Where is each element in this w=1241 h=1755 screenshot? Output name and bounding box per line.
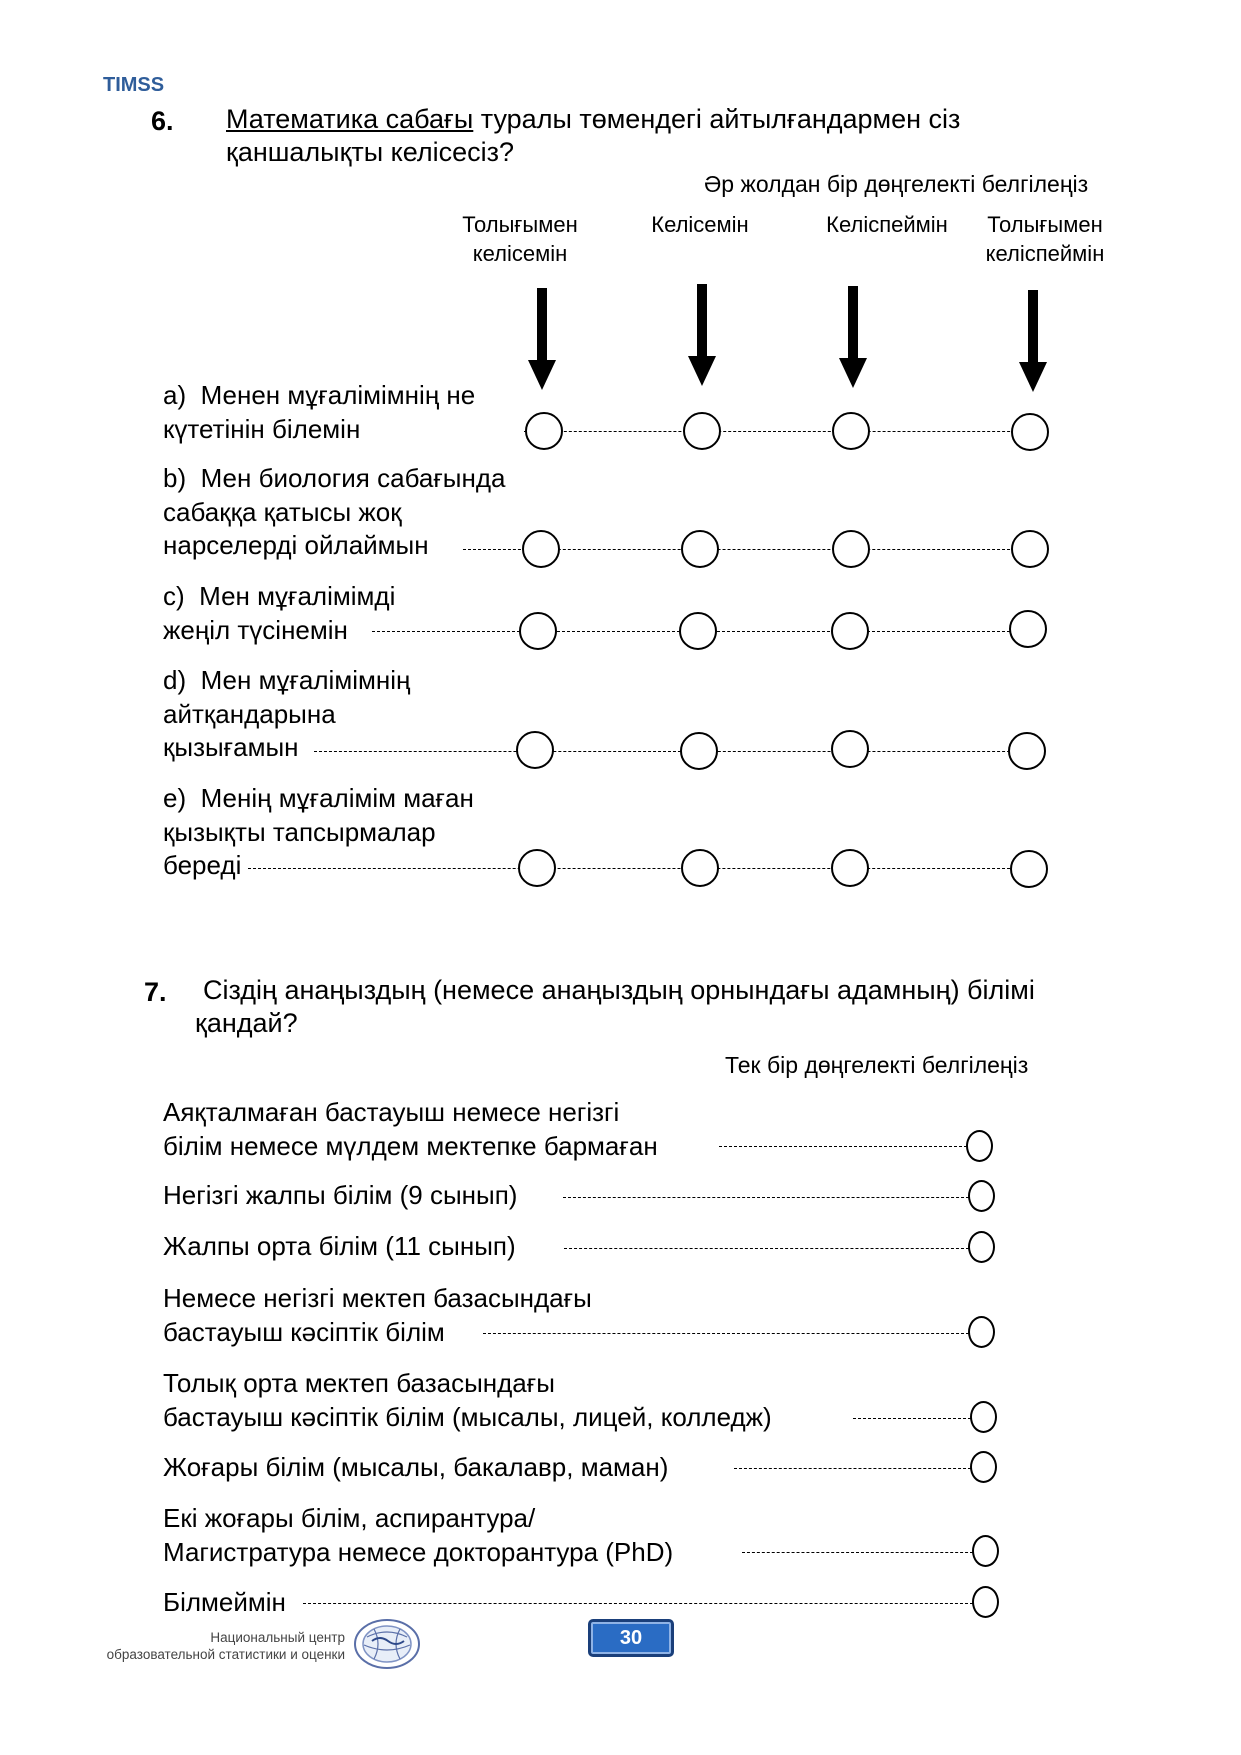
radio-circle[interactable] [1011, 530, 1049, 568]
list-item [163, 1367, 772, 1434]
dotted-leader [303, 1603, 973, 1604]
dotted-leader [248, 868, 1030, 869]
radio-circle[interactable] [970, 1451, 997, 1483]
list-item-line: береді [163, 850, 242, 880]
list-item [163, 580, 395, 647]
arrow-down-icon [686, 284, 718, 388]
list-item-line: айтқандарына [163, 698, 336, 729]
radio-circle[interactable] [525, 412, 563, 450]
list-item-line: Жалпы орта білім (11 сынып) [163, 1231, 516, 1261]
question-7-instruction: Тек бір дөңгелекті белгілеңіз [725, 1052, 1029, 1078]
radio-circle[interactable] [683, 412, 721, 450]
dotted-leader [564, 1248, 969, 1249]
list-item-line: Аяқталмаған бастауыш немесе негізгі [163, 1097, 620, 1127]
arrow-down-icon [837, 286, 869, 390]
organization-name-line: Национальный центр [210, 1630, 345, 1645]
column-header-line: Келісемін [651, 212, 749, 237]
organization-name-line: образовательной статистики и оценки [106, 1647, 345, 1662]
radio-circle[interactable] [680, 732, 718, 770]
dotted-leader [314, 751, 1030, 752]
column-header-line: Толығымен [987, 212, 1103, 237]
arrow-down-icon [1017, 290, 1049, 394]
radio-circle[interactable] [831, 849, 869, 887]
list-item-line: Екі жоғары білім, аспирантура/ [163, 1503, 536, 1533]
list-item-line: d) Мен мұғалімімнің [163, 665, 411, 695]
list-item [163, 664, 410, 765]
question-6-title-rest: туралы төмендегі айтылғандармен сіз [473, 104, 961, 134]
column-header-disagree [807, 210, 967, 239]
radio-circle[interactable] [972, 1586, 999, 1618]
column-header-line: келіспеймін [985, 241, 1105, 266]
list-item [163, 1451, 668, 1485]
organization-name [100, 1629, 345, 1663]
question-7-number: 7. [144, 977, 167, 1007]
list-item [163, 1179, 517, 1213]
brand-label: TIMSS [103, 74, 165, 96]
column-header-strongly-agree [445, 210, 595, 268]
column-header-agree [620, 210, 780, 239]
question-6-instruction: Әр жолдан бір дөңгелекті белгілеңіз [704, 171, 1089, 197]
list-item [163, 1502, 673, 1569]
list-item-line: бастауыш кәсіптік білім [163, 1316, 445, 1347]
question-7-title [195, 974, 1035, 1040]
radio-circle[interactable] [832, 412, 870, 450]
radio-circle[interactable] [679, 612, 717, 650]
list-item-line: жеңіл түсінемін [163, 614, 348, 645]
list-item-line: Толық орта мектеп базасындағы [163, 1368, 555, 1398]
dotted-leader [524, 431, 1030, 432]
radio-circle[interactable] [519, 612, 557, 650]
arrow-down-icon [526, 288, 558, 392]
dotted-leader [742, 1552, 973, 1553]
radio-circle[interactable] [968, 1316, 995, 1348]
list-item-line: күтетінін білемін [163, 413, 361, 444]
radio-circle[interactable] [516, 731, 554, 769]
radio-circle[interactable] [1010, 850, 1048, 888]
list-item-line: қызықты тапсырмалар [163, 816, 436, 847]
radio-circle[interactable] [1009, 610, 1047, 648]
radio-circle[interactable] [518, 849, 556, 887]
radio-circle[interactable] [968, 1180, 995, 1212]
column-header-line: келісемін [472, 241, 568, 266]
list-item-line: бастауыш кәсіптік білім (мысалы, лицей, колледж) [163, 1401, 772, 1432]
list-item [163, 1096, 658, 1163]
dotted-leader [853, 1418, 971, 1419]
dotted-leader [563, 1197, 969, 1198]
list-item-line: e) Менің мұғалімім маған [163, 783, 474, 813]
list-item-line: сабаққа қатысы жоқ [163, 496, 402, 527]
dotted-leader [719, 1146, 967, 1147]
question-6-title [226, 103, 960, 169]
radio-circle[interactable] [831, 730, 869, 768]
question-7-title-line1: Сіздің анаңыздың (немесе анаңыздың орнындағы адамның) білімі [203, 975, 1035, 1005]
question-6-number: 6. [151, 106, 174, 136]
list-item [163, 1230, 516, 1264]
radio-circle[interactable] [522, 530, 560, 568]
list-item [163, 379, 475, 446]
radio-circle[interactable] [832, 530, 870, 568]
radio-circle[interactable] [1011, 413, 1049, 451]
radio-circle[interactable] [1008, 732, 1046, 770]
list-item-line: Магистратура немесе докторантура (PhD) [163, 1536, 674, 1567]
question-6-title-line2: қаншалықты келісесіз? [226, 137, 515, 167]
list-item-line: b) Мен биология сабағында [163, 463, 506, 493]
question-7-title-line2: қандай? [195, 1008, 298, 1038]
list-item-line: a) Менен мұғалімімнің не [163, 380, 476, 410]
dotted-leader [483, 1333, 969, 1334]
list-item-line: Білмеймін [163, 1587, 286, 1617]
radio-circle[interactable] [968, 1231, 995, 1263]
column-header-line: Толығымен [462, 212, 578, 237]
dotted-leader [734, 1468, 971, 1469]
list-item-line: білім немесе мүлдем мектепке бармаған [163, 1130, 658, 1161]
list-item-line: Немесе негізгі мектеп базасындағы [163, 1283, 592, 1313]
list-item [163, 462, 505, 563]
list-item-line: Негізгі жалпы білім (9 сынып) [163, 1180, 518, 1210]
list-item-line: Жоғары білім (мысалы, бакалавр, маман) [163, 1452, 669, 1482]
radio-circle[interactable] [681, 849, 719, 887]
globe-logo-icon [352, 1617, 422, 1671]
page-number-badge: 30 [588, 1619, 674, 1657]
radio-circle[interactable] [966, 1130, 993, 1162]
list-item-line: c) Мен мұғалімімді [163, 581, 396, 611]
radio-circle[interactable] [970, 1401, 997, 1433]
radio-circle[interactable] [972, 1535, 999, 1567]
column-header-strongly-disagree [970, 210, 1120, 268]
column-header-line: Келіспеймін [826, 212, 948, 237]
question-6-title-underlined: Математика сабағы [226, 104, 474, 134]
list-item [163, 1586, 286, 1620]
list-item [163, 1282, 592, 1349]
list-item-line: нарселерді ойлаймын [163, 530, 429, 560]
radio-circle[interactable] [681, 530, 719, 568]
radio-circle[interactable] [831, 612, 869, 650]
list-item-line: қызығамын [163, 732, 299, 762]
